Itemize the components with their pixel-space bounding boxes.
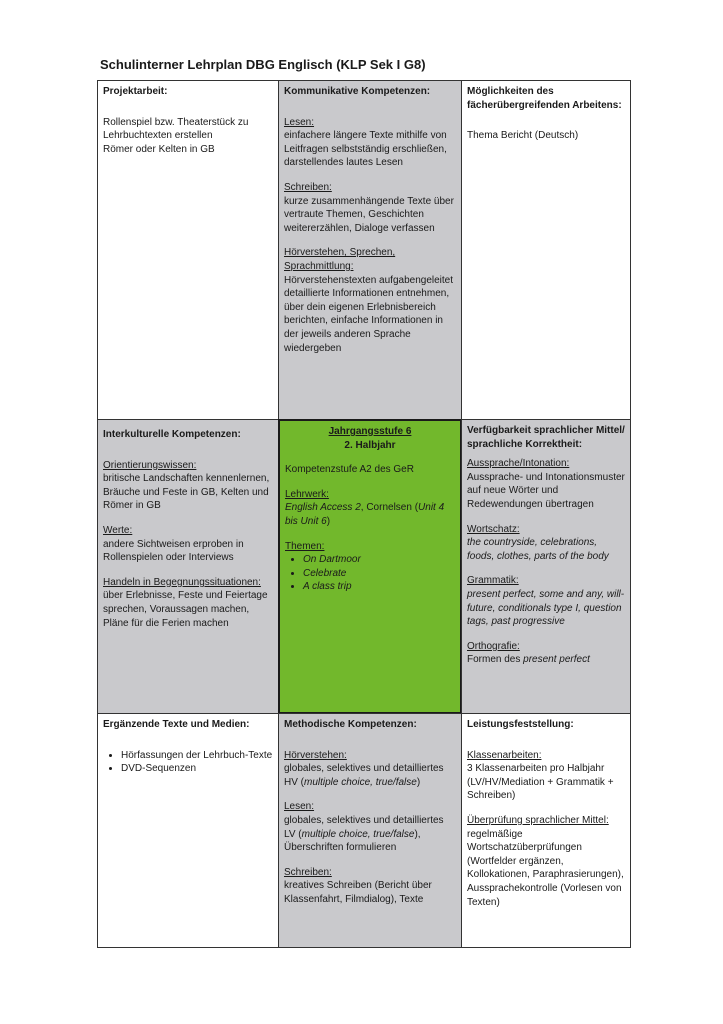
projekt-line: Lehrbuchtexten erstellen xyxy=(103,130,213,142)
wortschatz-text: the countryside, celebrations, foods, clothes, parts of the body xyxy=(467,537,609,562)
jahrgang-heading: Jahrgangsstufe 6 xyxy=(328,426,412,437)
medien-heading: Ergänzende Texte und Medien: xyxy=(103,719,250,730)
pruef-text: regelmäßige Wortschatzüberprüfungen (Wortfelder ergänzen, Kollokationen, Paraphrasierungen), Aussprachekontrolle (Vorlesen von Texten) xyxy=(467,828,624,908)
sprachmittel-heading: Verfügbarkeit sprachlicher Mittel/ sprachliche Korrektheit: xyxy=(467,425,625,450)
themen-item: On Dartmoor xyxy=(303,554,361,566)
cell-kommunikative-kompetenzen xyxy=(278,80,462,420)
m-lesen-subheading: Lesen: xyxy=(284,801,315,813)
page-title: Schulinterner Lehrplan DBG Englisch (KLP Sek I G8) xyxy=(100,57,426,72)
cell-faecheruebergreifend xyxy=(461,80,631,420)
orient-subheading: Orientierungswissen: xyxy=(103,459,197,471)
lehrwerk-close: ) xyxy=(326,515,331,527)
klassen-text: 3 Klassenarbeiten pro Halbjahr (LV/HV/Mediation + Grammatik + Schreiben) xyxy=(467,763,614,802)
cell-jahrgangsstufe xyxy=(278,419,462,714)
leistung-heading: Leistungsfeststellung: xyxy=(467,719,574,730)
lehrwerk-book: English Access 2 xyxy=(285,502,361,514)
m-schreiben-text: kreatives Schreiben (Bericht über Klassenfahrt, Filmdialog), Texte xyxy=(284,880,432,905)
aussprache-subheading: Aussprache/Intonation: xyxy=(467,458,570,470)
hoeren-subheading: Hörverstehen, Sprechen, Sprachmittlung: xyxy=(284,247,396,272)
ortho-plain: Formen des xyxy=(467,654,524,666)
faecher-text: Thema Bericht (Deutsch) xyxy=(467,130,579,142)
themen-item: A class trip xyxy=(303,581,352,593)
pruef-subheading: Überprüfung sprachlicher Mittel: xyxy=(467,814,609,826)
themen-list xyxy=(285,553,455,594)
cell-sprachliche-mittel xyxy=(461,419,631,714)
methodisch-heading: Methodische Kompetenzen: xyxy=(284,719,417,730)
m-lesen-text xyxy=(284,814,456,855)
lehrwerk-publisher: , Cornelsen ( xyxy=(360,502,419,514)
grammatik-subheading: Grammatik: xyxy=(467,575,519,587)
werte-text: andere Sichtweisen erproben in Rollenspielen oder Interviews xyxy=(103,538,244,564)
cell-ergaenzende-medien xyxy=(97,713,279,948)
m-lesen-close: ), Überschriften formulieren xyxy=(284,828,421,854)
projekt-line: Römer oder Kelten in GB xyxy=(103,143,215,155)
faecher-heading: Möglichkeiten des fächerübergreifenden Arbeitens: xyxy=(467,86,622,111)
themen-subheading: Themen: xyxy=(285,540,325,552)
kompetenzstufe-text: Kompetenzstufe A2 des GeR xyxy=(285,464,414,476)
m-lesen-italic: multiple choice, true/false xyxy=(301,828,415,840)
m-hoeren-plain: globales, selektives und detailliertes HV ( xyxy=(284,763,444,788)
werte-subheading: Werte: xyxy=(103,524,133,536)
m-schreiben-subheading: Schreiben: xyxy=(284,866,332,878)
handeln-text: über Erlebnisse, Feste und Feiertage sprechen, Voraussagen machen, Pläne für die Ferien machen xyxy=(103,590,268,629)
projekt-line: Rollenspiel bzw. Theaterstück zu xyxy=(103,116,249,128)
cell-interkulturelle-kompetenzen xyxy=(97,419,279,714)
lesen-text: einfachere längere Texte mithilfe von Leitfragen selbstständig erschließen, darstellendes lautes Lesen xyxy=(284,130,447,169)
hoeren-text: Hörverstehenstexten aufgabengeleitet detaillierte Informationen entnehmen, über dein eigenen Erlebnisbereich berichten, einfache Informationen in der jeweils anderen Sprache wiedergeben xyxy=(284,274,454,354)
klassen-subheading: Klassenarbeiten: xyxy=(467,749,542,761)
medien-list xyxy=(103,749,273,776)
lesen-subheading: Lesen: xyxy=(284,116,315,128)
aussprache-text: Aussprache- und Intonationsmuster auf neue Wörter und Redewendungen übertragen xyxy=(467,471,625,510)
ortho-italic: present perfect xyxy=(523,654,590,666)
schreiben-text: kurze zusammenhängende Texte über vertraute Themen, Geschichten weitererzählen, Dialoge verfassen xyxy=(284,195,454,234)
curriculum-table xyxy=(97,80,631,948)
m-hoeren-close: ) xyxy=(416,776,421,788)
m-lesen-plain: globales, selektives und detailliertes LV ( xyxy=(284,814,444,840)
schreiben-subheading: Schreiben: xyxy=(284,181,332,193)
lehrwerk-text xyxy=(285,501,455,528)
handeln-subheading: Handeln in Begegnungssituationen: xyxy=(103,576,261,588)
list-item: • Hörfassungen der Lehrbuch-Texte xyxy=(121,749,273,763)
m-hoeren-italic: multiple choice, true/false xyxy=(304,776,417,788)
ortho-text xyxy=(467,653,625,667)
cell-methodische-kompetenzen xyxy=(278,713,462,948)
orient-text: britische Landschaften kennenlernen, Bräuche und Feste in GB, Kelten und Römer in GB xyxy=(103,473,270,512)
kommunikativ-heading: Kommunikative Kompetenzen: xyxy=(284,86,431,97)
wortschatz-subheading: Wortschatz: xyxy=(467,523,520,535)
grammatik-text: present perfect, some and any, will-future, conditionals type I, question tags, past progressive xyxy=(467,588,625,628)
interkulturell-heading: Interkulturelle Kompetenzen: xyxy=(103,429,241,440)
list-item xyxy=(303,553,455,567)
themen-item: Celebrate xyxy=(303,567,347,579)
lehrwerk-units: Unit 4 bis Unit 6 xyxy=(285,502,445,527)
ortho-subheading: Orthografie: xyxy=(467,640,520,652)
halbjahr-heading: 2. Halbjahr xyxy=(344,439,396,451)
m-hoeren-text xyxy=(284,762,456,789)
lehrwerk-subheading: Lehrwerk: xyxy=(285,488,329,500)
list-item xyxy=(303,580,455,594)
list-item: • DVD-Sequenzen xyxy=(121,762,273,776)
cell-projektarbeit xyxy=(97,80,279,420)
projekt-heading: Projektarbeit: xyxy=(103,86,168,97)
cell-leistungsfeststellung xyxy=(461,713,631,948)
list-item xyxy=(303,567,455,581)
m-hoeren-subheading: Hörverstehen: xyxy=(284,749,347,761)
